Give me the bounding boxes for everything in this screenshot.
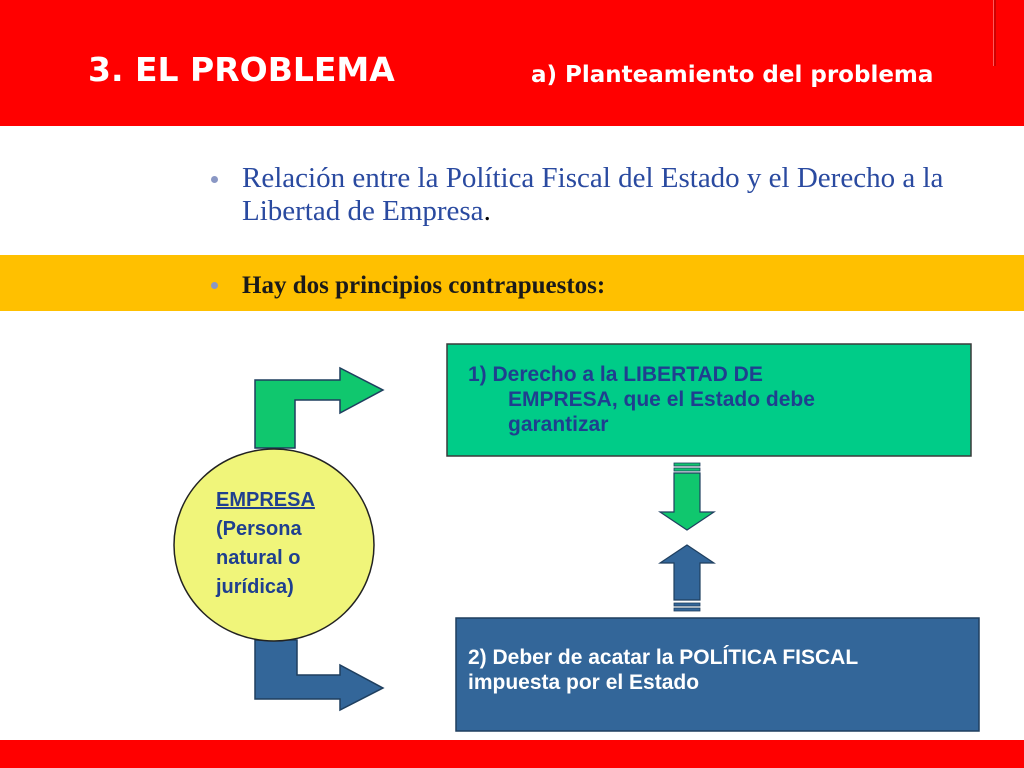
box2-line1: 2) Deber de acatar la POLÍTICA FISCAL [468, 646, 859, 669]
bent-arrow-down-right-icon [255, 640, 383, 710]
box-libertad-text [468, 362, 948, 437]
box1-line2: EMPRESA, que el Estado debe [508, 388, 815, 411]
empresa-line2: (Persona [216, 518, 302, 540]
bent-arrow-up-right-icon [255, 368, 383, 448]
bullet-principios-text: Hay dos principios contrapuestos: [242, 272, 606, 299]
empresa-line4: jurídica) [216, 576, 294, 598]
box1-line1: 1) Derecho a la LIBERTAD DE [468, 363, 763, 386]
box2-line2: impuesta por el Estado [468, 671, 700, 694]
slide-subtitle: a) Planteamiento del problema [531, 62, 934, 88]
bullet-relacion-text: Relación entre la Política Fiscal del Estado y el Derecho a la Libertad de Empresa [242, 162, 944, 227]
box-politica-text [468, 645, 968, 695]
empresa-line3: natural o [216, 547, 301, 569]
footer-bar [0, 740, 1024, 768]
box1-line3: garantizar [508, 413, 609, 436]
arrow-down-icon [660, 463, 714, 530]
bullet-period: . [483, 195, 491, 227]
slide-title: 3. EL PROBLEMA [88, 50, 395, 89]
empresa-title: EMPRESA [216, 489, 315, 511]
empresa-label [216, 486, 356, 602]
arrow-up-icon [660, 545, 714, 611]
